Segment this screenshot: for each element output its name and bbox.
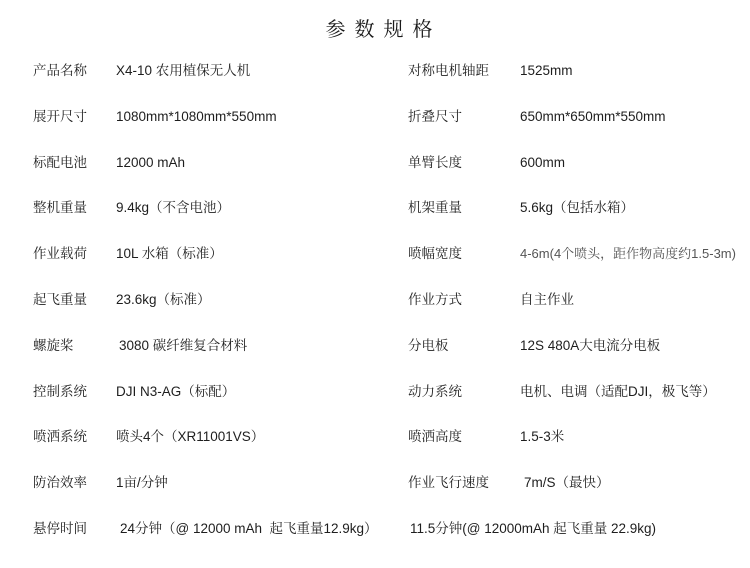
spec-row: [0, 140, 750, 186]
spec-row: [0, 414, 750, 460]
spec-label: 标配电池: [33, 154, 87, 170]
spec-label: 作业飞行速度: [408, 475, 489, 491]
spec-row: [0, 506, 750, 552]
spec-label: 单臂长度: [408, 154, 462, 170]
spec-row: [0, 231, 750, 277]
spec-label: 作业载荷: [33, 246, 87, 262]
spec-value: 喷头4个（XR11001VS）: [116, 429, 265, 445]
spec-label: 喷洒高度: [408, 429, 462, 445]
spec-value: 24分钟（@ 12000 mAh 起飞重量12.9kg）: [120, 520, 378, 536]
spec-label: 喷洒系统: [33, 429, 87, 445]
spec-label: 起飞重量: [33, 291, 87, 307]
spec-value: X4-10 农用植保无人机: [116, 63, 251, 78]
spec-label: 螺旋桨: [33, 337, 74, 353]
spec-value: 600mm: [520, 154, 566, 170]
spec-row: [0, 277, 750, 323]
spec-value: 12S 480A大电流分电板: [520, 337, 661, 353]
spec-label: 悬停时间: [33, 520, 87, 536]
spec-value: 电机、电调（适配DJI，极飞等）: [520, 383, 716, 399]
spec-label: 展开尺寸: [33, 108, 87, 124]
spec-value: 1亩/分钟: [116, 475, 168, 491]
spec-value: 1.5-3米: [520, 429, 565, 445]
spec-row: [0, 94, 750, 140]
spec-value: 650mm*650mm*550mm: [520, 108, 666, 124]
spec-row: [0, 369, 750, 415]
spec-value: 5.6kg（包括水箱）: [520, 200, 635, 216]
spec-table: [0, 48, 750, 552]
spec-value: 4-6m(4个喷头，距作物高度约1.5-3m): [520, 246, 736, 262]
page-title: 参数规格: [325, 19, 442, 41]
spec-label: 对称电机轴距: [408, 63, 489, 78]
spec-value: 10L 水箱（标准）: [116, 246, 223, 262]
spec-label: 整机重量: [33, 200, 87, 216]
spec-label: 分电板: [408, 337, 449, 353]
spec-value: 1525mm: [520, 63, 573, 78]
spec-label: 机架重量: [408, 200, 462, 216]
spec-value: 9.4kg（不含电池）: [116, 200, 231, 216]
spec-value: 1080mm*1080mm*550mm: [116, 108, 277, 124]
spec-value: 23.6kg（标准）: [116, 291, 211, 307]
spec-value: 3080 碳纤维复合材料: [119, 337, 248, 353]
spec-row: [0, 460, 750, 506]
spec-label: 动力系统: [408, 383, 462, 399]
spec-row: [0, 48, 750, 94]
spec-value: 自主作业: [520, 291, 574, 307]
spec-label: 防治效率: [33, 475, 87, 491]
spec-value: 11.5分钟(@ 12000mAh 起飞重量 22.9kg): [410, 520, 657, 536]
spec-label: 折叠尺寸: [408, 108, 462, 124]
spec-value: 7m/S（最快）: [524, 475, 610, 491]
spec-label: 控制系统: [33, 383, 87, 399]
spec-value: DJI N3-AG（标配）: [116, 383, 236, 399]
spec-row: [0, 323, 750, 369]
spec-label: 作业方式: [408, 291, 462, 307]
spec-label: 喷幅宽度: [408, 246, 462, 262]
spec-value: 12000 mAh: [116, 154, 186, 170]
spec-row: [0, 185, 750, 231]
spec-label: 产品名称: [33, 63, 87, 78]
